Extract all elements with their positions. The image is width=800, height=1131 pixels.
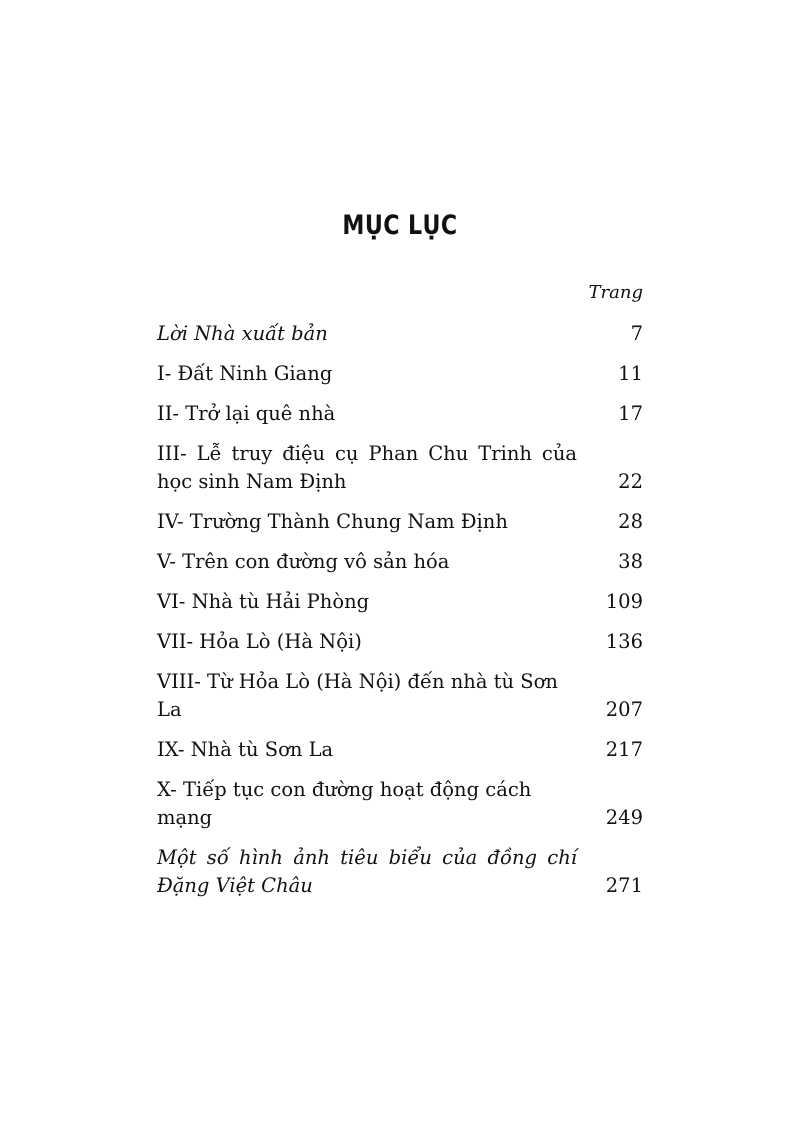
toc-entry-title: VII- Hỏa Lò (Hà Nội) (157, 630, 362, 653)
toc-entry-title: Lời Nhà xuất bản (157, 322, 328, 345)
toc-entry-page: 109 (605, 590, 643, 613)
toc-entry-title: VIII- Từ Hỏa Lò (Hà Nội) đến nhà tù Sơn La (157, 670, 558, 721)
toc-entry-title: I- Đất Ninh Giang (157, 362, 333, 385)
toc-entry-page: 17 (618, 402, 643, 425)
toc-entry-chapter-1[interactable] (157, 360, 643, 388)
toc-entry-title: IX- Nhà tù Sơn La (157, 738, 334, 761)
toc-entry-chapter-2[interactable] (157, 400, 643, 428)
toc-entry-page: 249 (605, 806, 643, 829)
toc-entry-chapter-9[interactable] (157, 736, 643, 764)
toc-entry-page: 271 (605, 874, 643, 897)
page-title: MỤC LỤC (342, 210, 458, 241)
page-column-label: Trang (588, 282, 643, 303)
toc-entry-page: 136 (605, 630, 643, 653)
toc-entry-title: III- Lễ truy điệu cụ Phan Chu Trinh của học sinh Nam Định (157, 442, 577, 493)
toc-entry-chapter-8[interactable] (157, 668, 643, 724)
toc-entry-chapter-3[interactable] (157, 440, 643, 496)
toc-entry-chapter-10[interactable] (157, 776, 643, 832)
toc-entry-page: 11 (618, 362, 643, 385)
toc-entry-page: 7 (630, 322, 643, 345)
toc-entry-page: 207 (605, 698, 643, 721)
toc-entry-page: 217 (605, 738, 643, 761)
toc-entry-title: Một số hình ảnh tiêu biểu của đồng chí Đặng Việt Châu (157, 846, 577, 897)
toc-entry-title: X- Tiếp tục con đường hoạt động cách mạng (157, 778, 532, 829)
toc-entry-page: 28 (618, 510, 643, 533)
toc-entry-page: 22 (618, 470, 643, 493)
toc-entry-chapter-7[interactable] (157, 628, 643, 656)
toc-entry-chapter-6[interactable] (157, 588, 643, 616)
table-of-contents (157, 282, 643, 912)
toc-entry-chapter-5[interactable] (157, 548, 643, 576)
toc-entry-preface[interactable] (157, 320, 643, 348)
toc-entry-title: V- Trên con đường vô sản hóa (157, 550, 450, 573)
toc-entry-chapter-4[interactable] (157, 508, 643, 536)
toc-entry-photos[interactable] (157, 844, 643, 900)
toc-entry-title: VI- Nhà tù Hải Phòng (157, 590, 370, 613)
toc-entry-title: IV- Trường Thành Chung Nam Định (157, 510, 508, 533)
toc-entry-title: II- Trở lại quê nhà (157, 402, 336, 425)
toc-entry-page: 38 (618, 550, 643, 573)
